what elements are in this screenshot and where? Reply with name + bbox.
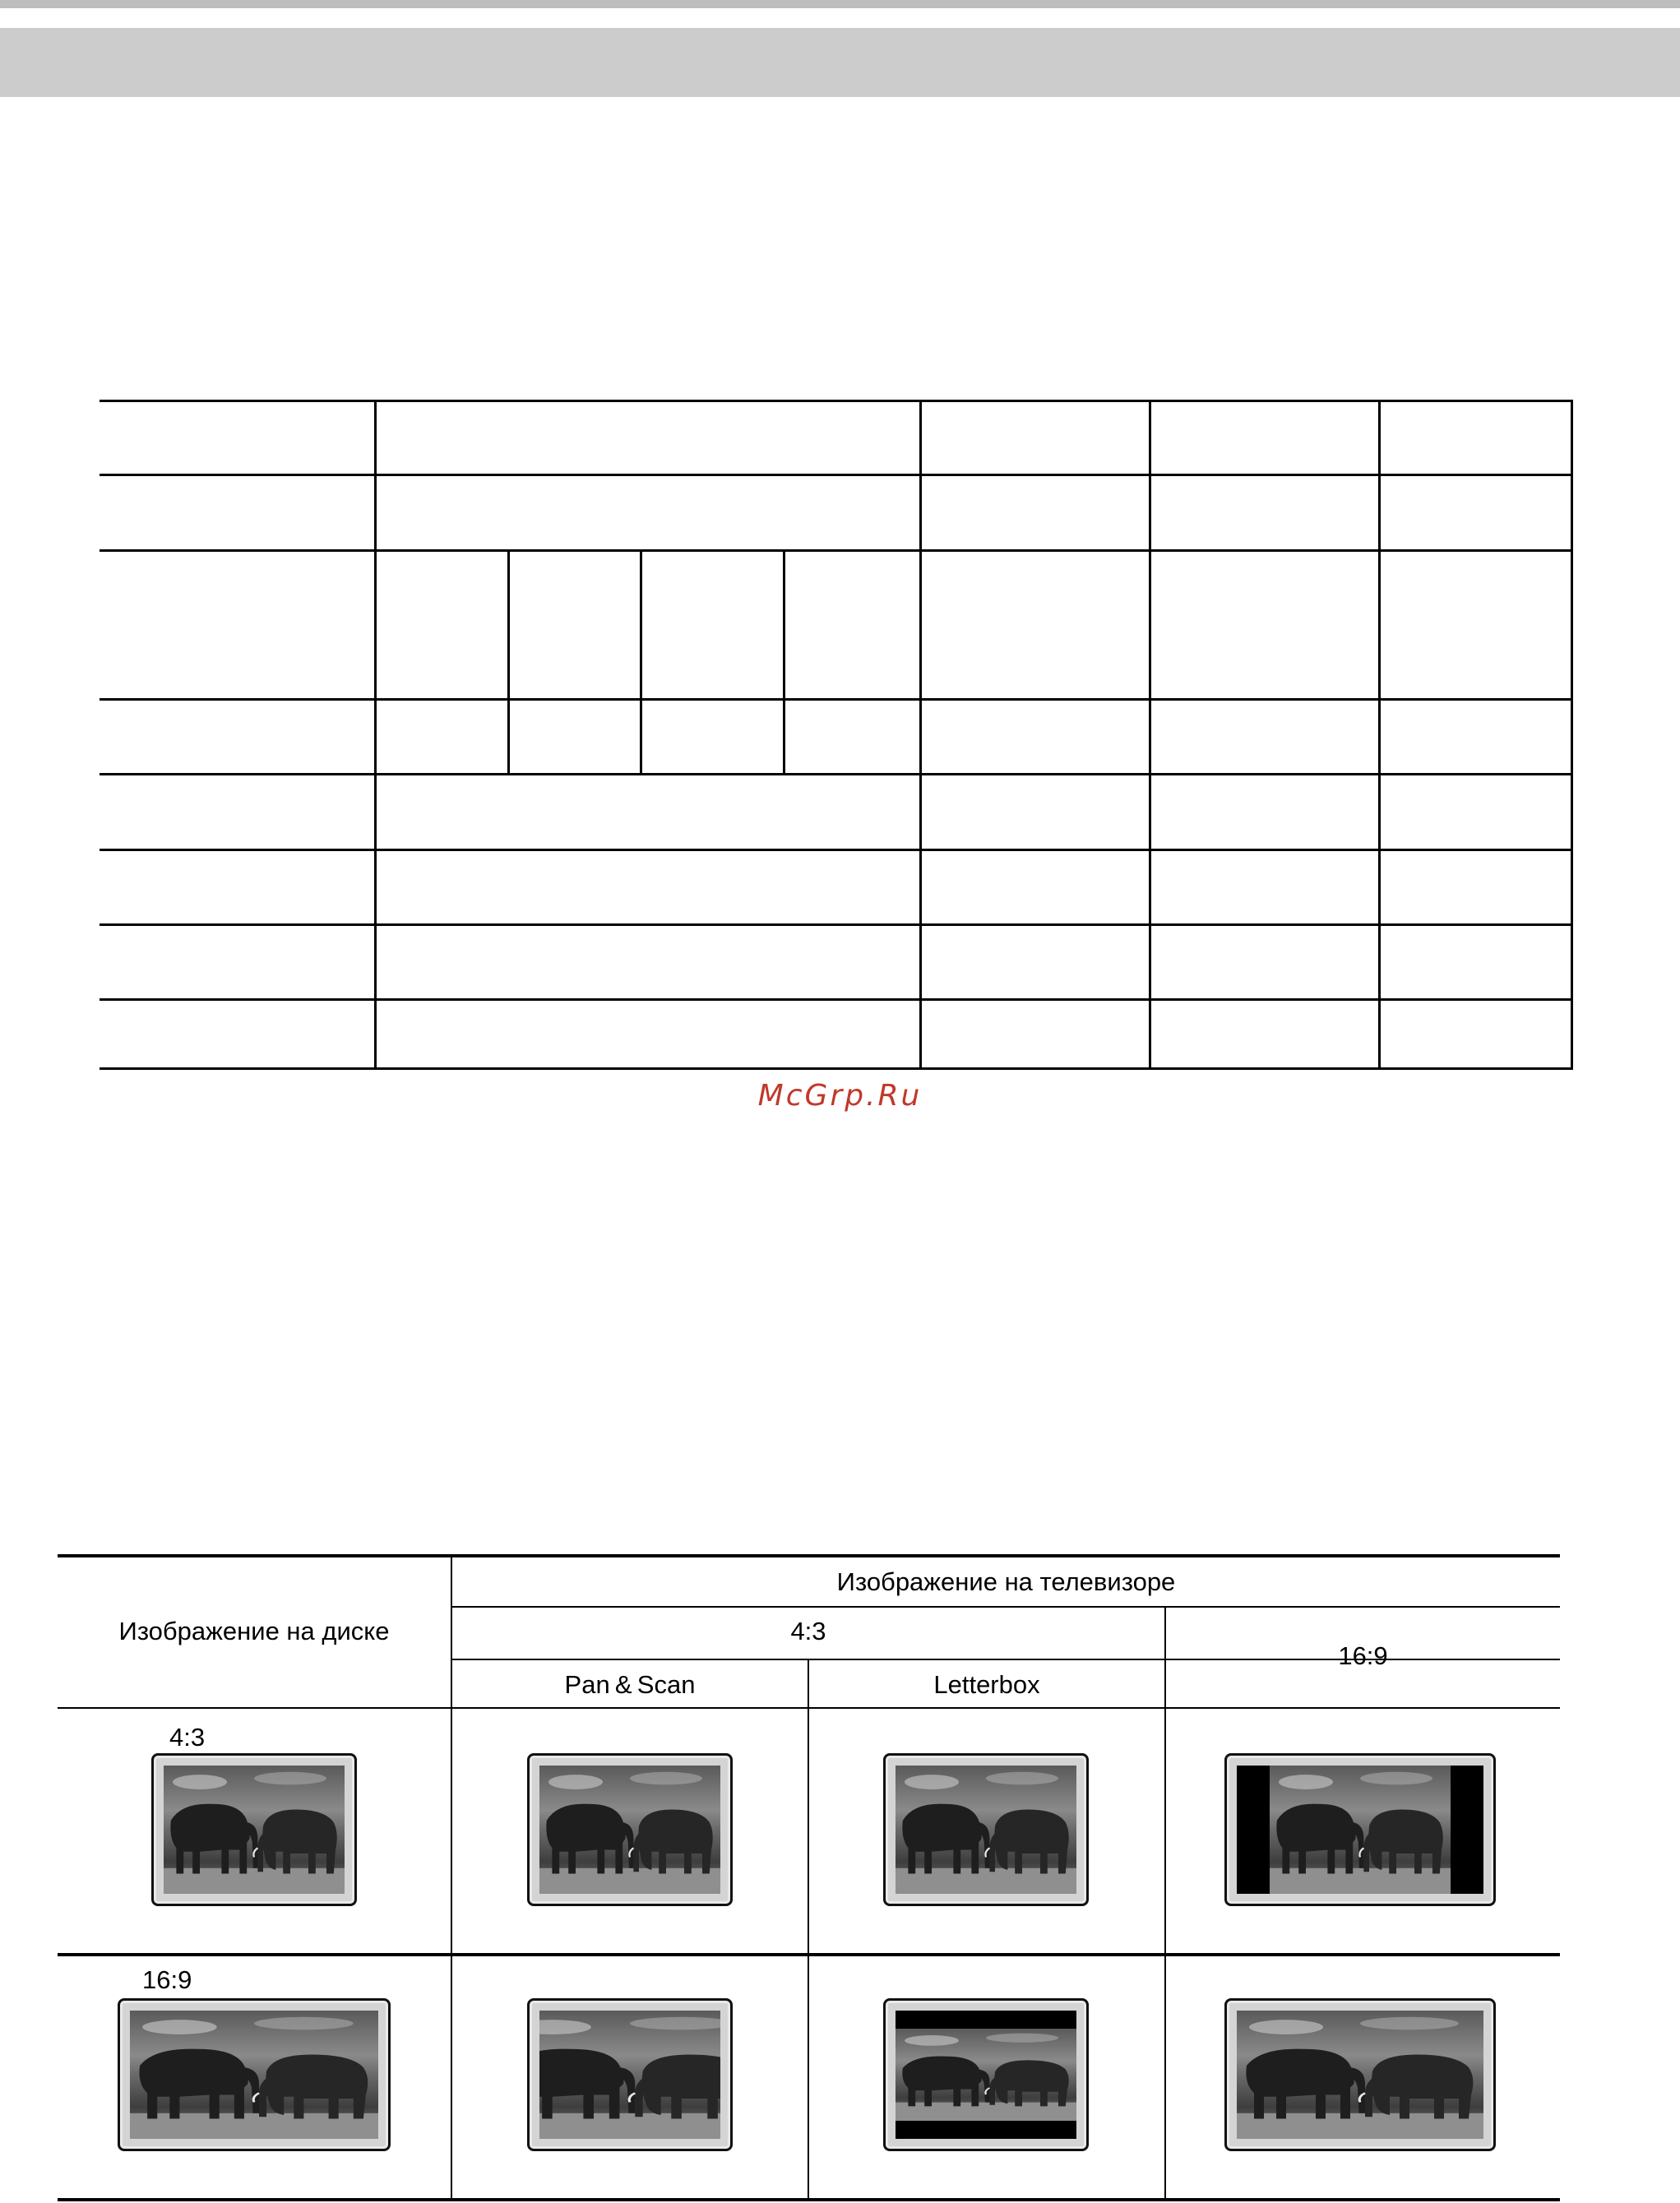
elephants-image <box>1237 2011 1483 2139</box>
pan-scan-header: Pan & Scan <box>564 1670 696 1699</box>
tv-43-panscan-from-169 <box>527 1998 733 2151</box>
tv-169-header: 16:9 <box>1338 1641 1388 1670</box>
specs-table-grid <box>100 400 1573 1070</box>
elephants-image <box>1270 1766 1451 1894</box>
watermark: McGrp.Ru <box>757 1079 923 1113</box>
aspect-table <box>58 1554 1560 2203</box>
disc-169-label: 16:9 <box>142 1965 192 1994</box>
letterbox-header: Letterbox <box>933 1670 1040 1699</box>
elephants-image <box>130 2011 378 2139</box>
elephants-image <box>539 1766 720 1894</box>
tv-43-letterbox-from-43 <box>883 1753 1089 1906</box>
header-band <box>0 28 1680 97</box>
disc-43-label: 4:3 <box>169 1723 206 1752</box>
tv-43-panscan-from-43 <box>527 1753 733 1906</box>
elephants-image <box>164 1766 345 1894</box>
tv-169-from-43 <box>1224 1753 1496 1906</box>
tv-disc-169 <box>118 1998 391 2151</box>
elephants-image <box>896 1766 1076 1894</box>
tv-169-from-169 <box>1224 1998 1496 2151</box>
top-rule <box>0 0 1680 8</box>
tv-disc-43 <box>151 1753 357 1906</box>
elephants-image <box>539 2011 720 2139</box>
tv-43-header: 4:3 <box>790 1617 826 1645</box>
elephants-image <box>896 2029 1076 2121</box>
tv-43-letterbox-from-169 <box>883 1998 1089 2151</box>
disc-image-header: Изображение на диске <box>118 1617 390 1645</box>
tv-image-header: Изображение на телевизоре <box>836 1567 1176 1596</box>
